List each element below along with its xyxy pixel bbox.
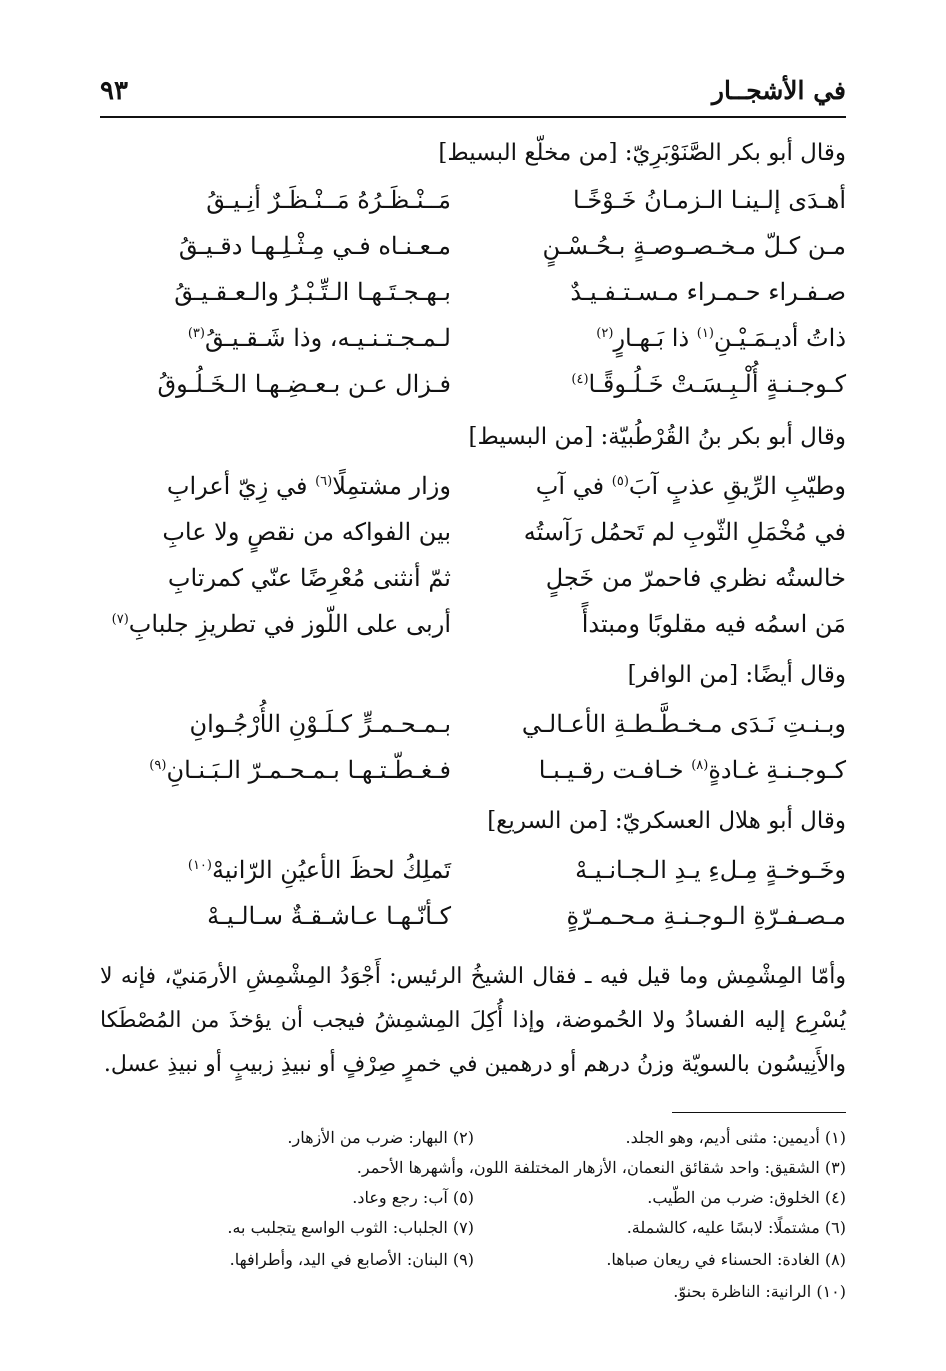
poem-intro: وقال أبو بكر الصَّنَوْبَرِيّ: [من مخلّع البسيط] <box>438 140 846 166</box>
page-number: ٩٣ <box>100 76 128 106</box>
verse-second-hemistich: بـمـحـمـرٍّ كـلَـوْنِ الأُرْجُـوانِ <box>189 710 451 738</box>
verse-first-hemistich: مـصـفـرّةِ الـوجـنـةِ مـحـمـرّةٍ <box>566 902 846 930</box>
page-header <box>100 70 846 118</box>
poem-intro: وقال أبو هلال العسكريّ: [من السريع] <box>487 808 846 834</box>
footnote-marker: (٢) <box>596 326 614 341</box>
running-title: في الأشجــار <box>711 76 846 105</box>
footnote-separator <box>672 1112 846 1113</box>
verse-second-hemistich: بـهـجـتَـهـا الـتِّـبْـرُ والـعـقـيـقُ <box>174 278 451 306</box>
verse-first-hemistich: صـفـراء حـمـراء مـسـتـفـيـدٌ <box>570 278 846 306</box>
footnote-marker: (٨) <box>691 758 709 773</box>
verse-second-hemistich: أربى على اللّوز في تطريزِ جلبابِ$^{(٧)}$ <box>111 610 451 638</box>
verse-first-hemistich: كـوجـنـةٍ أُلْـبِـسَـتْ خَـلُـوقًـا$^{(٤)}$ <box>571 370 846 398</box>
footnote: (١٠) الرانية: الناظرة بحنوّ. <box>673 1282 846 1301</box>
verse-second-hemistich: مَــنْـظَـرُهُ مَــنْـظَـرٌ أنِـيـقُ <box>206 186 451 214</box>
footnote-marker: (٧) <box>111 612 129 627</box>
footnote: (٧) الجلباب: الثوب الواسع يتجلبب به. <box>227 1218 474 1237</box>
verse-first-hemistich: خالستُه نظري فاحمرّ من خَجلٍ <box>545 564 846 592</box>
footnote: (٤) الخلوق: ضرب من الطّيب. <box>647 1188 846 1207</box>
footnote: (٥) آب: رجع وعاد. <box>352 1188 474 1207</box>
footnote: (٢) البهار: ضرب من الأزهار. <box>287 1128 474 1147</box>
footnote: (٦) مشتملًا: لابسًا عليه، كالشملة. <box>626 1218 846 1237</box>
verse-second-hemistich: فـغـطّـتـهـا بـمـحـمـرّ الـبَـنـانِ$^{(٩)}$ <box>149 756 451 784</box>
verse-second-hemistich: ثمّ أنثنى مُعْرِضًا عنّي كمرتابِ <box>167 564 451 592</box>
footnote-marker: (١) <box>696 326 714 341</box>
footnote: (٣) الشقيق: واحد شقائق النعمان، الأزهار المختلفة اللون، وأشهرها الأحمر. <box>356 1158 846 1177</box>
poem-intro: وقال أيضًا: [من الوافر] <box>627 662 846 688</box>
verse-second-hemistich: تَملِكُ لحظَ الأعيُنِ الرّانيهْ$^{(١٠)}$ <box>187 856 451 884</box>
verse-second-hemistich: بين الفواكه من نقصٍ ولا عابِ <box>162 518 451 546</box>
footnote-marker: (٣) <box>187 326 205 341</box>
footnote: (٨) الغادة: الحسناء في ريعان صباها. <box>606 1250 846 1269</box>
verse-second-hemistich: فـزال عـن بـعـضِـهـا الـخَـلُـوقُ <box>157 370 451 398</box>
verse-first-hemistich: وخَـوخـةٍ مِـلءِ يـدِ الـجـانـيـهْ <box>575 856 846 884</box>
footnote-marker: (١٠) <box>187 858 212 873</box>
footnote-marker: (٥) <box>611 474 629 489</box>
verse-first-hemistich: ذاتُ أديـمَـيْـنِ$^{(١)}$ ذا بَـهـارٍ$^{(٢)}$ <box>596 324 846 352</box>
prose-paragraph: وأمّا المِشْمِش وما قيل فيه ـ فقال الشيخُ الرئيس: أَجْوَدُ المِشْمِشِ الأرمَنيّ، فإنه لا يُسْرِع إليه الفسادُ ولا الحُموضة، وإذا أُكِلَ المِشمِشُ فيجب أن يؤخذَ من المُصْطَكا والأَنِيسُون بالسويّة وزنُ درهم أو درهمين في خمرٍ صِرْفٍ أو نبيذِ زبيبٍ أو نبيذِ عسل. <box>100 964 846 1077</box>
verse-first-hemistich: في مُخْمَلِ الثّوبِ لم تَحمُل رَآستُه <box>523 518 846 546</box>
footnote: (٩) البنان: الأصابع في اليد، وأطرافها. <box>229 1250 474 1269</box>
footnote-marker: (٩) <box>149 758 167 773</box>
verse-first-hemistich: مَن اسمُه فيه مقلوبًا ومبتدأً <box>581 610 846 638</box>
footnote-marker: (٤) <box>571 372 589 387</box>
verse-first-hemistich: مـن كـلّ مـخـصـوصـةٍ بـحُـسْـنٍ <box>542 232 846 260</box>
verse-second-hemistich: لـمـجـتـنـيـه، وذا شَـقـيـقُ$^{(٣)}$ <box>187 324 451 352</box>
verse-first-hemistich: وبـنـتِ نَـدَى مـخـطَّـطـةِ الأعـالـي <box>521 710 846 738</box>
verse-second-hemistich: كـأنّـهـا عـاشـقـةٌ سـالـيـهْ <box>207 902 451 930</box>
verse-first-hemistich: وطيّبِ الرِّيقِ عذبٍ آبَ$^{(٥)}$ في آبِ <box>535 472 846 500</box>
verse-second-hemistich: وزار مشتمِلًا$^{(٦)}$ في زِيّ أعرابِ <box>166 472 451 500</box>
footnote: (١) أديمين: مثنى أديم، وهو الجلد. <box>625 1128 846 1147</box>
poem-intro: وقال أبو بكر بنُ القُرْطُبيّة: [من البسيط] <box>468 424 846 450</box>
verse-first-hemistich: كـوجـنـةِ غـادةٍ$^{(٨)}$ خـافـت رقـيـبـا <box>538 756 846 784</box>
verse-first-hemistich: أهـدَى إلـينـا الـزمـانُ خَـوْخًـا <box>573 186 846 214</box>
verse-second-hemistich: مـعـنـاه فـي مِـثْـلِـهـا دقـيـقُ <box>178 232 451 260</box>
footnote-marker: (٦) <box>315 474 333 489</box>
